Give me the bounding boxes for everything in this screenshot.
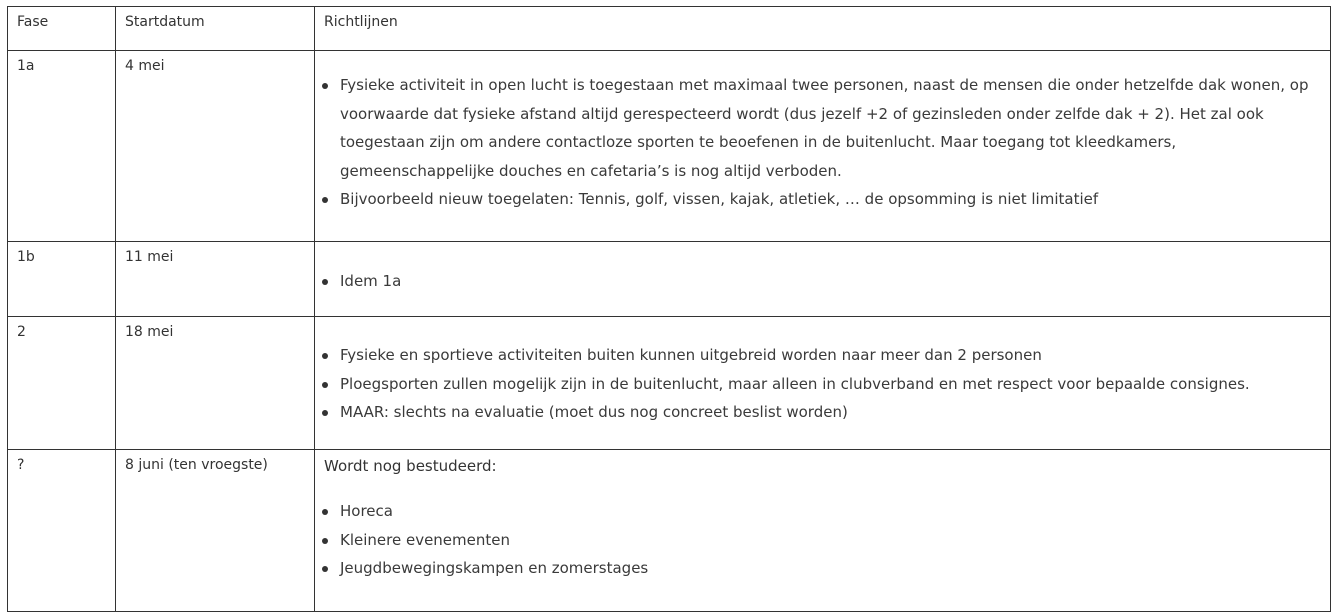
bullet-icon (322, 566, 328, 572)
guideline-list (315, 497, 1330, 583)
list-item (315, 497, 1324, 526)
fase-cell (8, 242, 116, 317)
startdatum-value: 4 mei (125, 58, 165, 74)
bullet-icon (322, 197, 328, 203)
intro-text: Wordt nog bestudeerd: (324, 457, 497, 475)
richtlijnen-cell (315, 317, 1331, 450)
list-item (315, 526, 1324, 555)
richtlijnen-cell (315, 51, 1331, 242)
table-row (8, 317, 1331, 450)
guideline-list (315, 267, 1330, 296)
table-header-row (8, 7, 1331, 51)
startdatum-value: 11 mei (125, 249, 174, 265)
list-item-text: Fysieke activiteit in open lucht is toegestaan met maximaal twee personen, naast de mensen die onder hetzelfde dak wonen, op voorwaarde dat fysieke afstand altijd gerespecteerd wordt (dus jezelf +2 of gezinsleden onder zelfde dak + 2). Het zal ook toegestaan zijn om andere contactloze sporten te beoefenen in de buitenlucht. Maar toegang tot kleedkamers, gemeenschappelijke douches en cafetaria’s is nog altijd verboden. (340, 76, 1309, 180)
list-item-text: Fysieke en sportieve activiteiten buiten kunnen uitgebreid worden naar meer dan 2 personen (340, 346, 1042, 364)
richtlijnen-cell (315, 242, 1331, 317)
bullet-icon (322, 410, 328, 416)
fase-value: ? (17, 457, 25, 473)
startdatum-cell (116, 450, 315, 612)
bullet-icon (322, 509, 328, 515)
table-row (8, 450, 1331, 612)
bullet-icon (322, 353, 328, 359)
guideline-list (315, 71, 1330, 214)
header-richtlijnen: Richtlijnen (324, 14, 398, 30)
list-item (315, 185, 1324, 214)
list-item-text: Kleinere evenementen (340, 530, 511, 549)
bullet-icon (322, 382, 328, 388)
list-item (315, 71, 1324, 185)
guideline-list (315, 341, 1330, 427)
fase-value: 1a (17, 58, 35, 74)
list-item-text: Jeugdbewegingskampen en zomerstages (340, 559, 649, 578)
list-item-text: Bijvoorbeeld nieuw toegelaten: Tennis, golf, vissen, kajak, atletiek, … de opsomming is niet limitatief (340, 190, 1099, 209)
fase-cell (8, 450, 116, 612)
fase-cell (8, 51, 116, 242)
fase-value: 1b (17, 249, 35, 265)
list-item (315, 370, 1324, 399)
header-cell-startdatum (116, 7, 315, 51)
list-item-text: MAAR: slechts na evaluatie (moet dus nog concreet beslist worden) (340, 403, 848, 422)
richtlijnen-cell (315, 450, 1331, 612)
list-item (315, 267, 1324, 296)
header-startdatum: Startdatum (125, 14, 205, 30)
list-item-text: Idem 1a (340, 272, 402, 290)
table-row (8, 242, 1331, 317)
list-item-text: Ploegsporten zullen mogelijk zijn in de buitenlucht, maar alleen in clubverband en met respect voor bepaalde consignes. (340, 374, 1250, 393)
list-item (315, 398, 1324, 427)
list-item-text: Horeca (340, 502, 393, 520)
startdatum-cell (116, 242, 315, 317)
startdatum-value: 18 mei (125, 324, 174, 340)
list-item (315, 341, 1324, 370)
list-item (315, 554, 1324, 583)
table-row (8, 51, 1331, 242)
startdatum-cell (116, 51, 315, 242)
header-fase: Fase (17, 14, 49, 30)
guidelines-table-wrapper (7, 6, 1331, 612)
bullet-icon (322, 538, 328, 544)
fase-cell (8, 317, 116, 450)
guidelines-table (7, 6, 1331, 612)
startdatum-value: 8 juni (ten vroegste) (125, 457, 268, 473)
header-cell-fase (8, 7, 116, 51)
bullet-icon (322, 279, 328, 285)
startdatum-cell (116, 317, 315, 450)
header-cell-richtlijnen (315, 7, 1331, 51)
bullet-icon (322, 83, 328, 89)
fase-value: 2 (17, 324, 26, 340)
